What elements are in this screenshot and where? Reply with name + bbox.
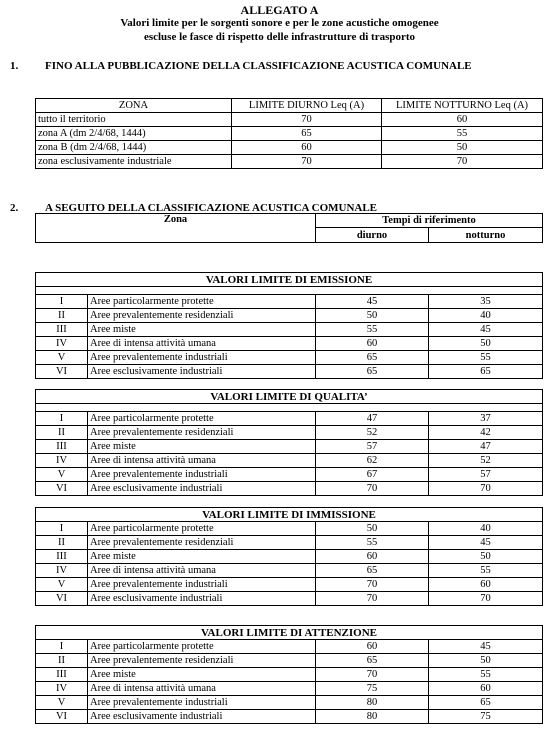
night-value-cell: 60 [429,578,543,592]
table-row [36,412,543,426]
area-cell: Aree esclusivamente industriali [88,592,316,606]
night-value-cell: 40 [429,309,543,323]
table-row [36,337,543,351]
table-row [36,550,543,564]
section-2-number: 2. [10,202,19,214]
area-cell: Aree particolarmente protette [88,522,316,536]
area-cell: Aree particolarmente protette [88,412,316,426]
night-value-cell: 45 [429,323,543,337]
spacer-row [36,404,543,412]
area-cell: Aree particolarmente protette [88,295,316,309]
night-value-cell: 42 [429,426,543,440]
day-value-cell: 75 [316,682,429,696]
day-limit-cell: 60 [232,141,382,155]
table-row [36,696,543,710]
class-cell: VI [36,592,88,606]
class-cell: IV [36,337,88,351]
area-cell: Aree prevalentemente residenziali [88,426,316,440]
area-cell: Aree esclusivamente industriali [88,482,316,496]
table-row [36,522,543,536]
immission-limits-table [35,507,543,606]
day-value-cell: 55 [316,323,429,337]
day-limit-cell: 70 [232,155,382,169]
day-value-cell: 65 [316,564,429,578]
area-cell: Aree miste [88,323,316,337]
area-cell: Aree di intensa attività umana [88,564,316,578]
night-value-cell: 70 [429,482,543,496]
table-row [36,578,543,592]
reference-times-header-table [35,213,543,243]
day-limit-cell: 65 [232,127,382,141]
emission-limits-table [35,272,543,379]
area-cell: Aree miste [88,550,316,564]
class-cell: I [36,640,88,654]
class-cell: IV [36,682,88,696]
day-value-cell: 70 [316,668,429,682]
class-cell: II [36,426,88,440]
class-cell: VI [36,365,88,379]
class-cell: I [36,522,88,536]
zone-cell: zona esclusivamente industriale [36,155,232,169]
day-value-cell: 80 [316,710,429,724]
night-limit-cell: 55 [382,127,543,141]
class-cell: II [36,654,88,668]
day-value-cell: 55 [316,536,429,550]
day-value-cell: 50 [316,522,429,536]
class-cell: VI [36,710,88,724]
zone-cell: zona B (dm 2/4/68, 1444) [36,141,232,155]
area-cell: Aree miste [88,668,316,682]
document-subtitle: Valori limite per le sorgenti sonore e per le zone acustiche omogenee [120,17,439,29]
class-cell: V [36,696,88,710]
class-cell: II [36,309,88,323]
night-value-cell: 75 [429,710,543,724]
class-cell: I [36,295,88,309]
area-cell: Aree prevalentemente residenziali [88,654,316,668]
day-value-cell: 70 [316,592,429,606]
night-value-cell: 50 [429,654,543,668]
area-cell: Aree esclusivamente industriali [88,710,316,724]
class-cell: VI [36,482,88,496]
table-row [36,365,543,379]
column-header-diurno: LIMITE DIURNO Leq (A) [232,99,382,113]
diurno-header: diurno [316,228,429,243]
class-cell: III [36,440,88,454]
table-row [36,654,543,668]
night-value-cell: 45 [429,536,543,550]
day-value-cell: 80 [316,696,429,710]
night-value-cell: 37 [429,412,543,426]
table-row [36,351,543,365]
night-value-cell: 35 [429,295,543,309]
table-row [36,682,543,696]
night-value-cell: 60 [429,682,543,696]
night-value-cell: 55 [429,564,543,578]
table-title: VALORI LIMITE DI IMMISSIONE [36,508,543,522]
table-row [36,323,543,337]
day-value-cell: 60 [316,550,429,564]
day-value-cell: 62 [316,454,429,468]
day-value-cell: 65 [316,365,429,379]
table-row [36,127,543,141]
document-title: ALLEGATO A [240,3,319,17]
zona-header: Zona [36,214,316,243]
night-value-cell: 47 [429,440,543,454]
section-1-title: FINO ALLA PUBBLICAZIONE DELLA CLASSIFICAZIONE ACUSTICA COMUNALE [45,60,472,72]
class-cell: III [36,550,88,564]
zone-cell: zona A (dm 2/4/68, 1444) [36,127,232,141]
tempi-header: Tempi di riferimento [316,214,543,228]
night-value-cell: 70 [429,592,543,606]
day-value-cell: 70 [316,578,429,592]
night-value-cell: 57 [429,468,543,482]
night-limit-cell: 70 [382,155,543,169]
column-header-zona: ZONA [36,99,232,113]
table-row [36,309,543,323]
table-row [36,640,543,654]
table-row [36,564,543,578]
table-row [36,295,543,309]
night-value-cell: 55 [429,351,543,365]
table-title: VALORI LIMITE DI QUALITA’ [36,390,543,404]
class-cell: III [36,323,88,337]
table-row [36,426,543,440]
table-title: VALORI LIMITE DI ATTENZIONE [36,626,543,640]
section-2-title: A SEGUITO DELLA CLASSIFICAZIONE ACUSTICA COMUNALE [45,202,378,214]
class-cell: V [36,468,88,482]
class-cell: IV [36,454,88,468]
attention-limits-table [35,625,543,724]
day-value-cell: 45 [316,295,429,309]
table-row [36,468,543,482]
area-cell: Aree prevalentemente residenziali [88,309,316,323]
day-value-cell: 47 [316,412,429,426]
night-value-cell: 55 [429,668,543,682]
class-cell: IV [36,564,88,578]
zone-cell: tutto il territorio [36,113,232,127]
day-value-cell: 67 [316,468,429,482]
class-cell: III [36,668,88,682]
class-cell: V [36,578,88,592]
table-row [36,482,543,496]
day-value-cell: 50 [316,309,429,323]
area-cell: Aree particolarmente protette [88,640,316,654]
area-cell: Aree di intensa attività umana [88,337,316,351]
section-1-number: 1. [10,60,19,72]
class-cell: V [36,351,88,365]
class-cell: II [36,536,88,550]
document-subtitle-2: escluse le fasce di rispetto delle infrastrutture di trasporto [143,31,416,43]
spacer-row [36,287,543,295]
night-limit-cell: 50 [382,141,543,155]
night-value-cell: 65 [429,365,543,379]
column-header-notturno: LIMITE NOTTURNO Leq (A) [382,99,543,113]
area-cell: Aree di intensa attività umana [88,454,316,468]
class-cell: I [36,412,88,426]
table-row [36,155,543,169]
table-row [36,668,543,682]
day-value-cell: 52 [316,426,429,440]
night-value-cell: 52 [429,454,543,468]
area-cell: Aree prevalentemente industriali [88,696,316,710]
table-row [36,592,543,606]
area-cell: Aree prevalentemente residenziali [88,536,316,550]
day-value-cell: 57 [316,440,429,454]
table-row [36,440,543,454]
table-title: VALORI LIMITE DI EMISSIONE [36,273,543,287]
day-value-cell: 65 [316,654,429,668]
notturno-header: notturno [429,228,543,243]
area-cell: Aree esclusivamente industriali [88,365,316,379]
table-row [36,710,543,724]
area-cell: Aree prevalentemente industriali [88,468,316,482]
day-value-cell: 70 [316,482,429,496]
area-cell: Aree prevalentemente industriali [88,351,316,365]
night-limit-cell: 60 [382,113,543,127]
table-row [36,536,543,550]
table-header-row [36,99,543,113]
day-value-cell: 60 [316,337,429,351]
night-value-cell: 50 [429,337,543,351]
day-value-cell: 60 [316,640,429,654]
night-value-cell: 45 [429,640,543,654]
table-row [36,113,543,127]
transitional-limits-table [35,98,543,169]
night-value-cell: 40 [429,522,543,536]
quality-limits-table [35,389,543,496]
area-cell: Aree di intensa attività umana [88,682,316,696]
area-cell: Aree prevalentemente industriali [88,578,316,592]
day-value-cell: 65 [316,351,429,365]
area-cell: Aree miste [88,440,316,454]
night-value-cell: 50 [429,550,543,564]
night-value-cell: 65 [429,696,543,710]
day-limit-cell: 70 [232,113,382,127]
table-row [36,141,543,155]
table-row [36,454,543,468]
